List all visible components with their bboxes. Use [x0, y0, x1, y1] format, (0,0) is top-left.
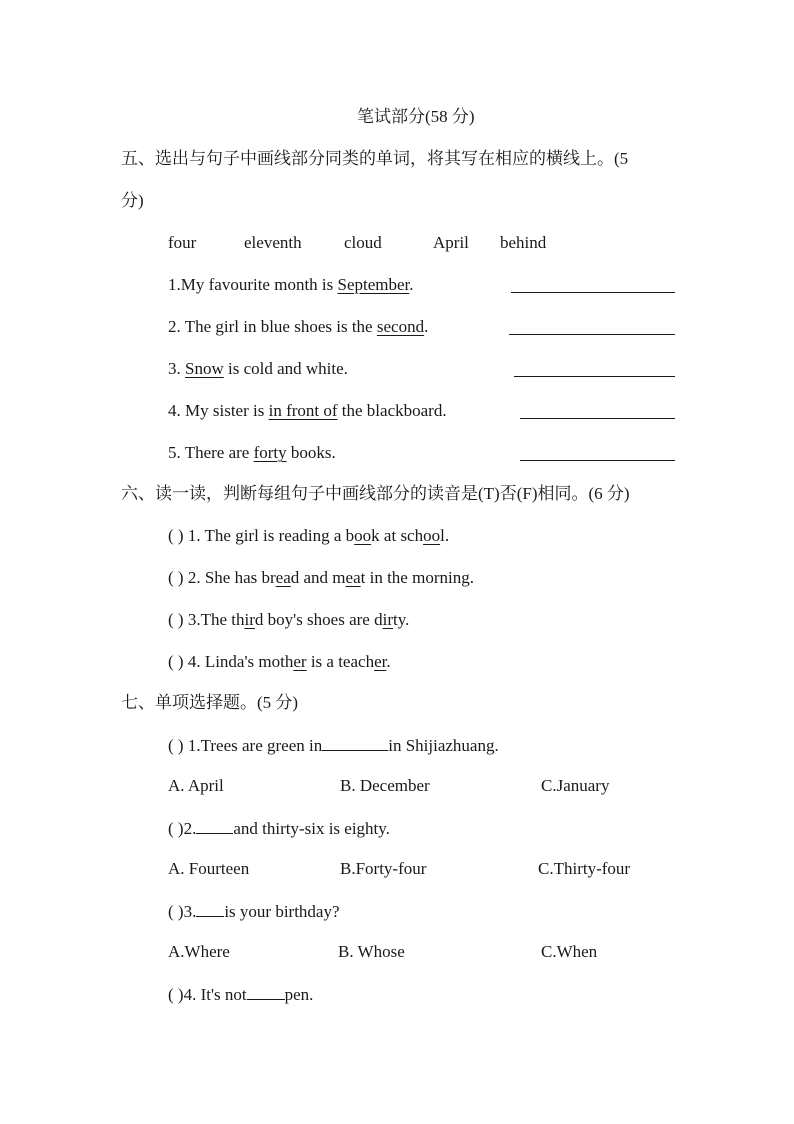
- answer-paren[interactable]: ( ): [168, 652, 184, 671]
- s7-q1-option-c[interactable]: C.January: [541, 776, 610, 795]
- section6-heading: 六、读一读，判断每组句子中画线部分的读音是(T)否(F)相同。(6 分): [121, 484, 630, 503]
- answer-paren[interactable]: ( ): [168, 819, 184, 838]
- s7-q2-option-c[interactable]: C.Thirty-four: [538, 859, 631, 878]
- s5-answer-blank-2[interactable]: [509, 334, 675, 335]
- s5-item-2: 2. The girl in blue shoes is the second.: [168, 317, 429, 336]
- section5-heading: 五、选出与句子中画线部分同类的单词，将其写在相应的横线上。(5: [121, 149, 629, 168]
- answer-paren[interactable]: ( ): [168, 736, 184, 755]
- word-bank-eleventh: eleventh: [244, 233, 302, 252]
- s5-answer-blank-4[interactable]: [520, 418, 675, 419]
- s6-item-1: ( ) 1. The girl is reading a book at school.: [168, 526, 450, 545]
- answer-paren[interactable]: ( ): [168, 568, 184, 587]
- word-bank-behind: behind: [500, 233, 547, 252]
- s5-item-3: 3. Snow is cold and white.: [168, 359, 348, 378]
- fill-blank[interactable]: [196, 817, 233, 834]
- s5-item-4: 4. My sister is in front of the blackboard.: [168, 401, 447, 420]
- s7-question-3: ( )3. is your birthday?: [168, 902, 340, 921]
- s5-item-1: 1.My favourite month is September.: [168, 275, 414, 294]
- answer-paren[interactable]: ( ): [168, 610, 184, 629]
- s6-item-4: ( ) 4. Linda's mother is a teacher.: [168, 652, 391, 671]
- answer-paren[interactable]: ( ): [168, 985, 184, 1004]
- s7-q3-option-a[interactable]: A.Where: [168, 942, 230, 961]
- s7-question-1: ( ) 1.Trees are green in in Shijiazhuang.: [168, 736, 499, 755]
- page-title: 笔试部分(58 分): [357, 107, 475, 126]
- s7-q2-option-b[interactable]: B.Forty-four: [340, 859, 427, 878]
- s5-answer-blank-3[interactable]: [514, 376, 675, 377]
- fill-blank[interactable]: [196, 900, 224, 917]
- s7-q1-option-b[interactable]: B. December: [340, 776, 430, 795]
- s5-answer-blank-1[interactable]: [511, 292, 675, 293]
- s7-q2-option-a[interactable]: A. Fourteen: [168, 859, 250, 878]
- section7-heading: 七、单项选择题。(5 分): [121, 693, 299, 712]
- s6-item-2: ( ) 2. She has bread and meat in the morning.: [168, 568, 474, 587]
- s5-answer-blank-5[interactable]: [520, 460, 675, 461]
- section5-heading-cont: 分): [121, 191, 144, 210]
- s7-q1-option-a[interactable]: A. April: [168, 776, 224, 795]
- answer-paren[interactable]: ( ): [168, 526, 184, 545]
- s6-item-3: ( ) 3.The third boy's shoes are dirty.: [168, 610, 410, 629]
- word-bank-four: four: [168, 233, 197, 252]
- s7-q3-option-c[interactable]: C.When: [541, 942, 598, 961]
- s5-item-5: 5. There are forty books.: [168, 443, 336, 462]
- s7-q3-option-b[interactable]: B. Whose: [338, 942, 405, 961]
- fill-blank[interactable]: [322, 734, 388, 751]
- fill-blank[interactable]: [247, 983, 285, 1000]
- word-bank-cloud: cloud: [344, 233, 382, 252]
- s7-question-4: ( )4. It's not pen.: [168, 985, 314, 1004]
- s7-question-2: ( )2. and thirty-six is eighty.: [168, 819, 390, 838]
- answer-paren[interactable]: ( ): [168, 902, 184, 921]
- word-bank-april: April: [433, 233, 469, 252]
